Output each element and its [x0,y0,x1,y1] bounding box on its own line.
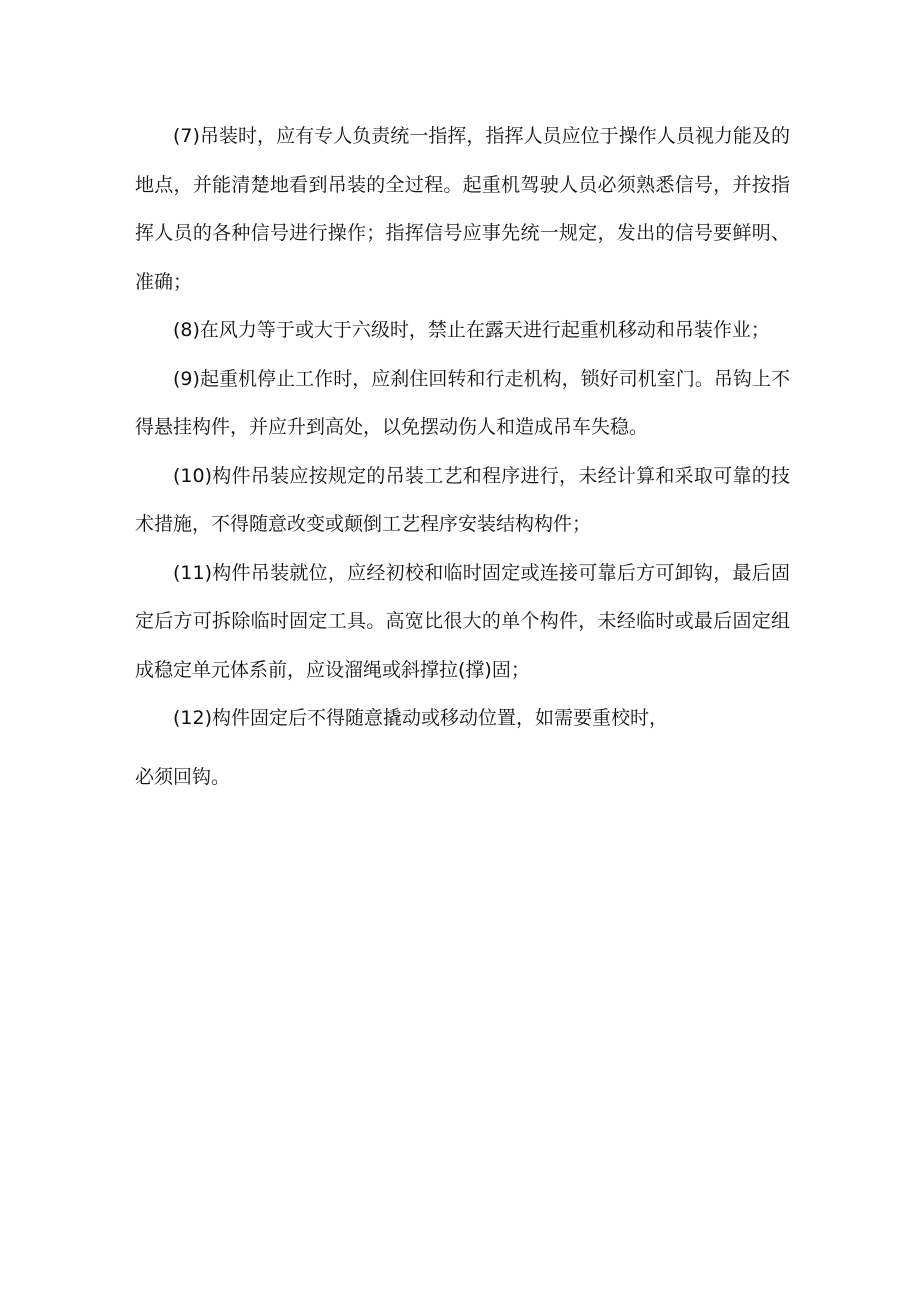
paragraph-12-continuation: 必须回钩。 [135,765,231,788]
paragraph-7: (7)吊装时，应有专人负责统一指挥，指挥人员应位于操作人员视力能及的地点，并能清楚地看到吊装的全过程。起重机驾驶人员必须熟悉信号，并按指挥人员的各种信号进行操作；指挥信号应事先统一规定，发出的信号要鲜明、准确； [135,125,790,293]
paragraph-10: (10)构件吊装应按规定的吊装工艺和程序进行，未经计算和采取可靠的技术措施，不得随意改变或颠倒工艺程序安装结构构件； [135,464,790,535]
paragraph-11: (11)构件吊装就位，应经初校和临时固定或连接可靠后方可卸钩，最后固定后方可拆除临时固定工具。高宽比很大的单个构件，未经临时或最后固定组成稳定单元体系前，应设溜绳或斜撑拉(撑)固； [135,561,790,681]
document-body [135,112,790,801]
paragraph-9: (9)起重机停止工作时，应刹住回转和行走机构，锁好司机室门。吊钩上不得悬挂构件，并应升到高处，以免摆动伤人和造成吊车失稳。 [135,367,790,438]
paragraph-12: (12)构件固定后不得随意撬动或移动位置，如需要重校时， [173,707,669,729]
paragraph-8: (8)在风力等于或大于六级时，禁止在露天进行起重机移动和吊装作业； [173,319,770,341]
